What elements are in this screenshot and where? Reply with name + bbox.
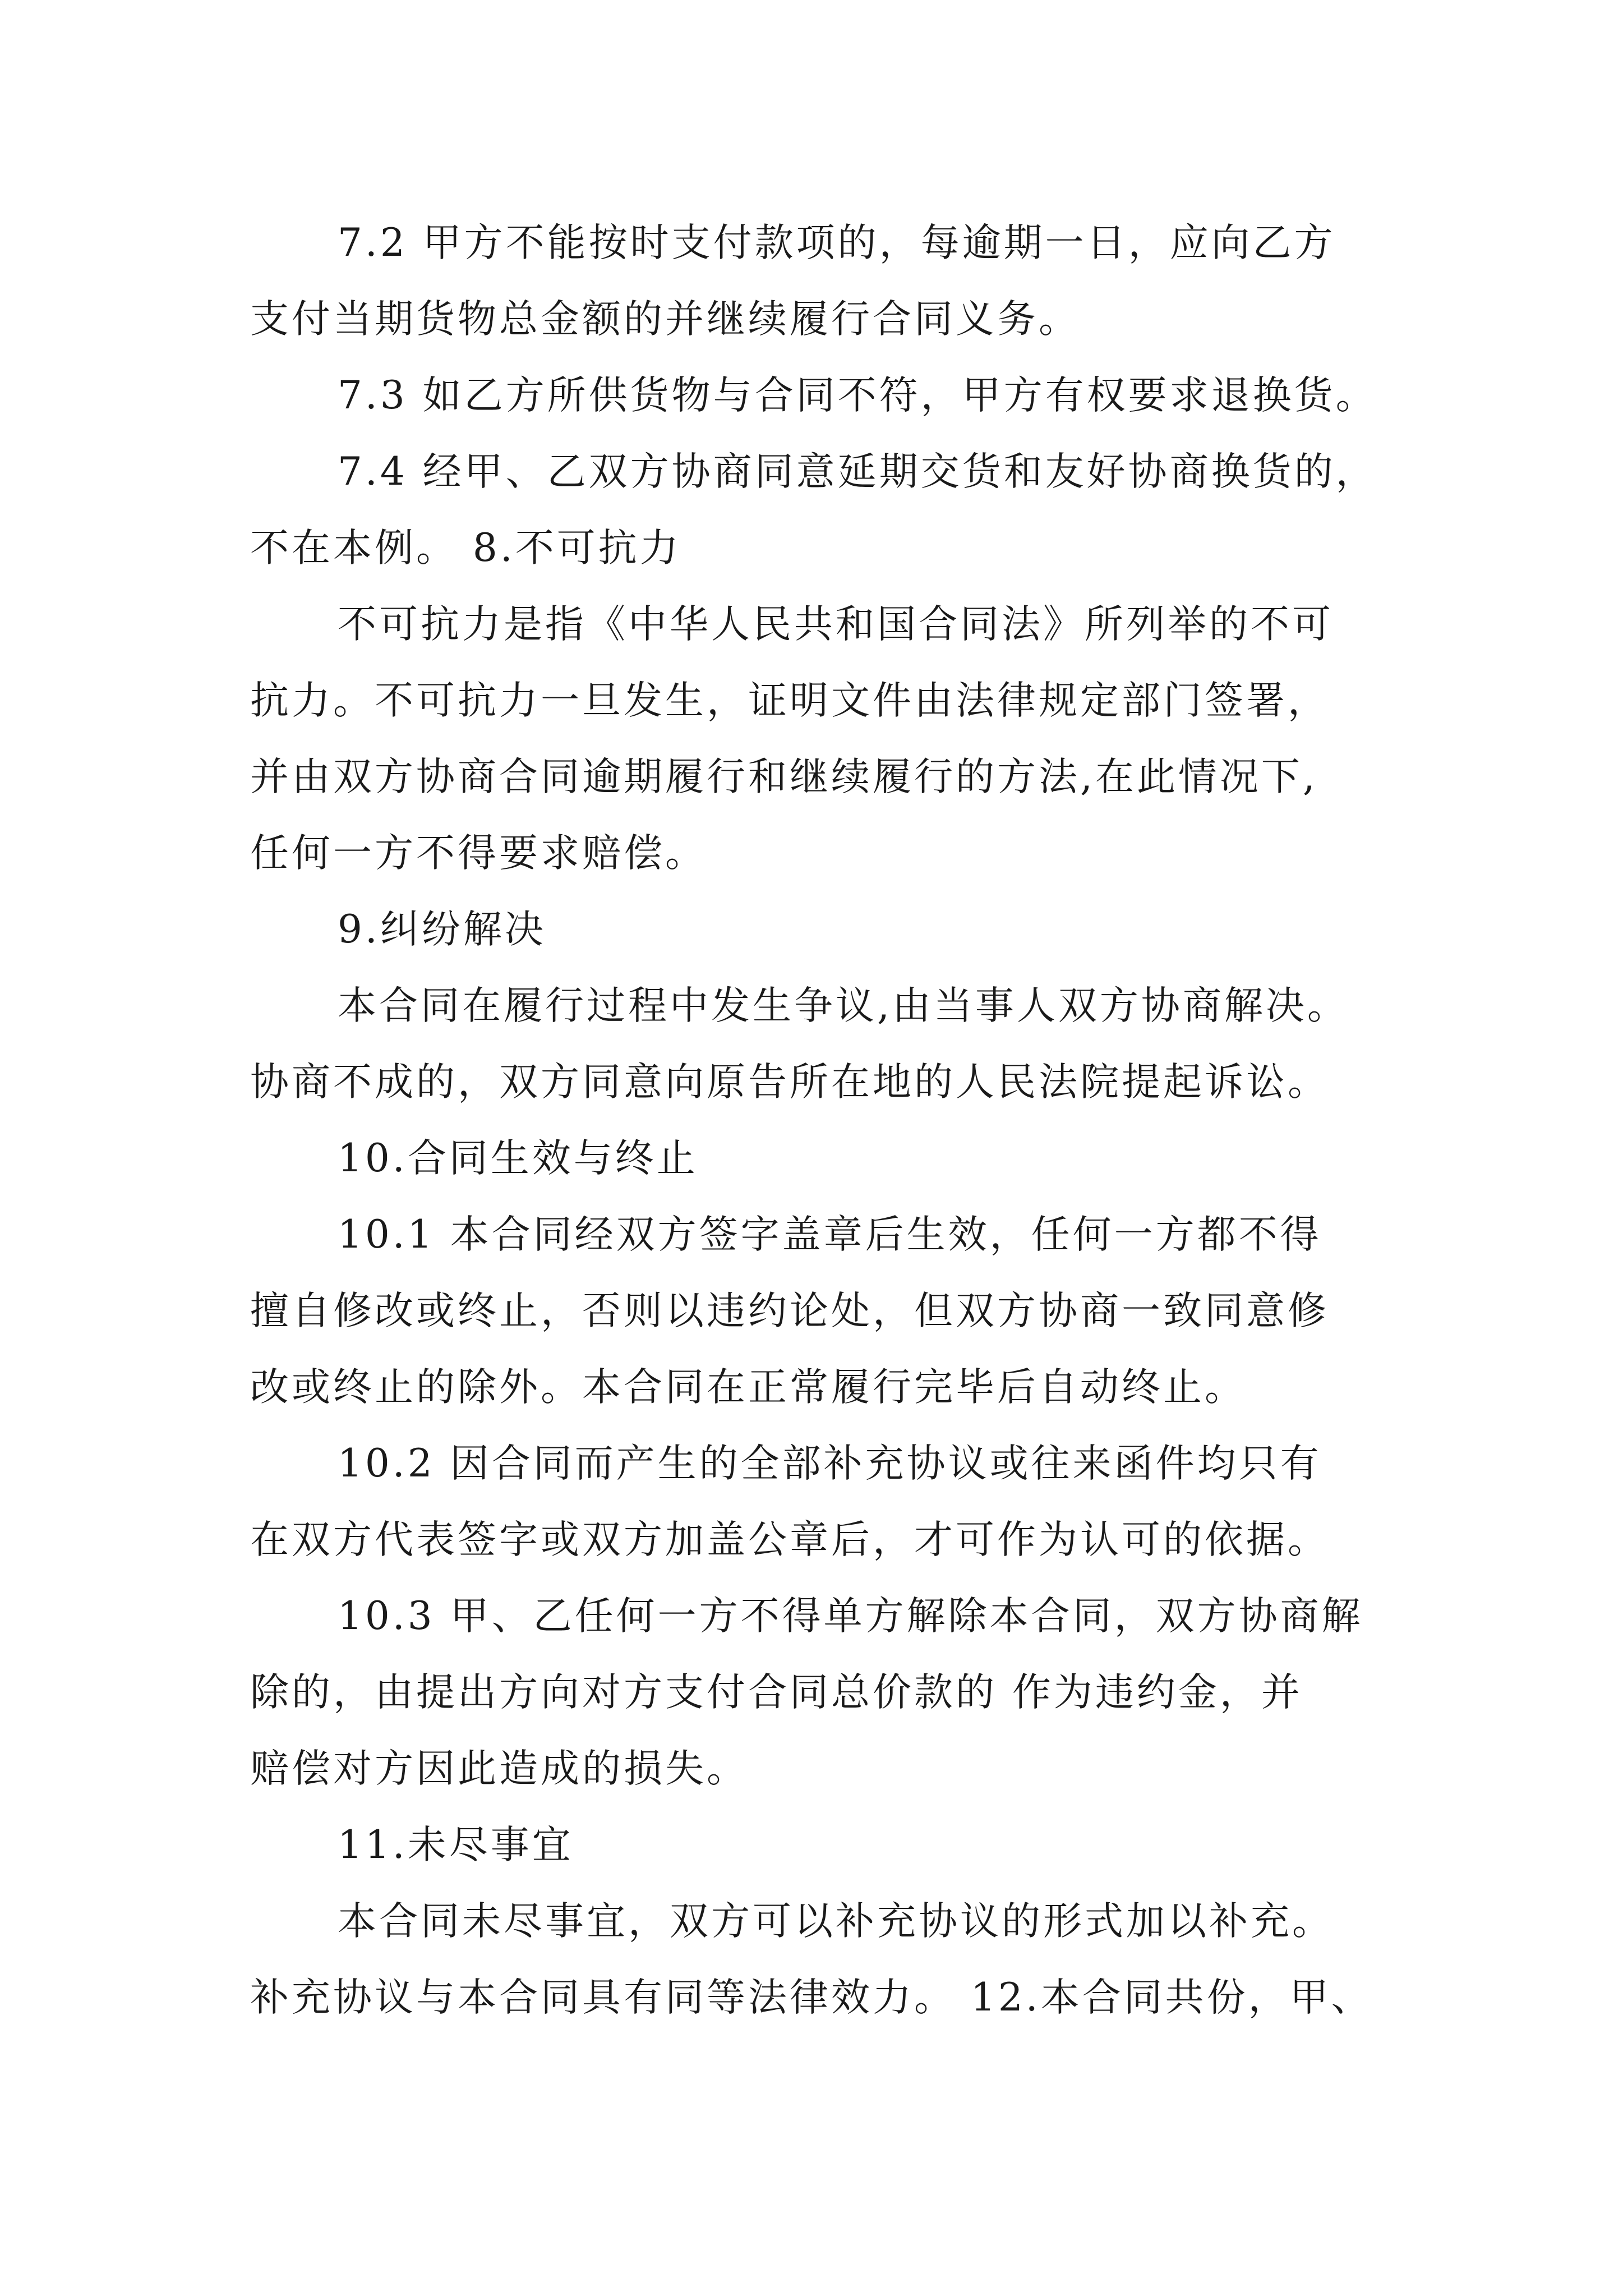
- text-line: 不在本例。 8.不可抗力: [250, 526, 681, 570]
- text-line: 改或终止的除外。本合同在正常履行完毕后自动终止。: [250, 1365, 1246, 1410]
- text-line: 不可抗力是指《中华人民共和国合同法》所列举的不可: [338, 602, 1334, 647]
- text-line: 补充协议与本合同具有同等法律效力。 12.本合同共份，甲、: [250, 1975, 1373, 2020]
- text-line: 支付当期货物总金额的并继续履行合同义务。: [250, 297, 1080, 342]
- text-line: 10.合同生效与终止: [338, 1136, 698, 1181]
- text-line: 9.纠纷解决: [338, 907, 546, 952]
- contract-text-body: [250, 205, 1417, 2036]
- text-line: 任何一方不得要求赔偿。: [250, 831, 707, 876]
- text-line: 10.2 因合同而产生的全部补充协议或往来函件均只有: [338, 1441, 1322, 1486]
- text-line: 7.2 甲方不能按时支付款项的，每逾期一日，应向乙方: [338, 220, 1336, 265]
- text-line: 协商不成的，双方同意向原告所在地的人民法院提起诉讼。: [250, 1060, 1329, 1105]
- text-line: 并由双方协商合同逾期履行和继续履行的方法,在此情况下,: [250, 754, 1318, 799]
- text-line: 抗力。不可抗力一旦发生，证明文件由法律规定部门签署，: [250, 678, 1329, 723]
- text-line: 除的，由提出方向对方支付合同总价款的 作为违约金，并: [250, 1670, 1303, 1715]
- text-line: 7.3 如乙方所供货物与合同不符，甲方有权要求退换货。: [338, 373, 1377, 418]
- text-line: 赔偿对方因此造成的损失。: [250, 1746, 748, 1791]
- text-line: 本合同在履行过程中发生争议,由当事人双方协商解决。: [338, 983, 1349, 1028]
- text-line: 在双方代表签字或双方加盖公章后，才可作为认可的依据。: [250, 1517, 1329, 1562]
- text-line: 7.4 经甲、乙双方协商同意延期交货和友好协商换货的，: [338, 449, 1377, 494]
- text-line: 本合同未尽事宜，双方可以补充协议的形式加以补充。: [338, 1899, 1334, 1944]
- text-line: 10.1 本合同经双方签字盖章后生效，任何一方都不得: [338, 1212, 1322, 1257]
- text-line: 10.3 甲、乙任何一方不得单方解除本合同，双方协商解: [338, 1594, 1363, 1639]
- text-line: 11.未尽事宜: [338, 1823, 574, 1867]
- text-line: 擅自修改或终止，否则以违约论处，但双方协商一致同意修: [250, 1289, 1329, 1333]
